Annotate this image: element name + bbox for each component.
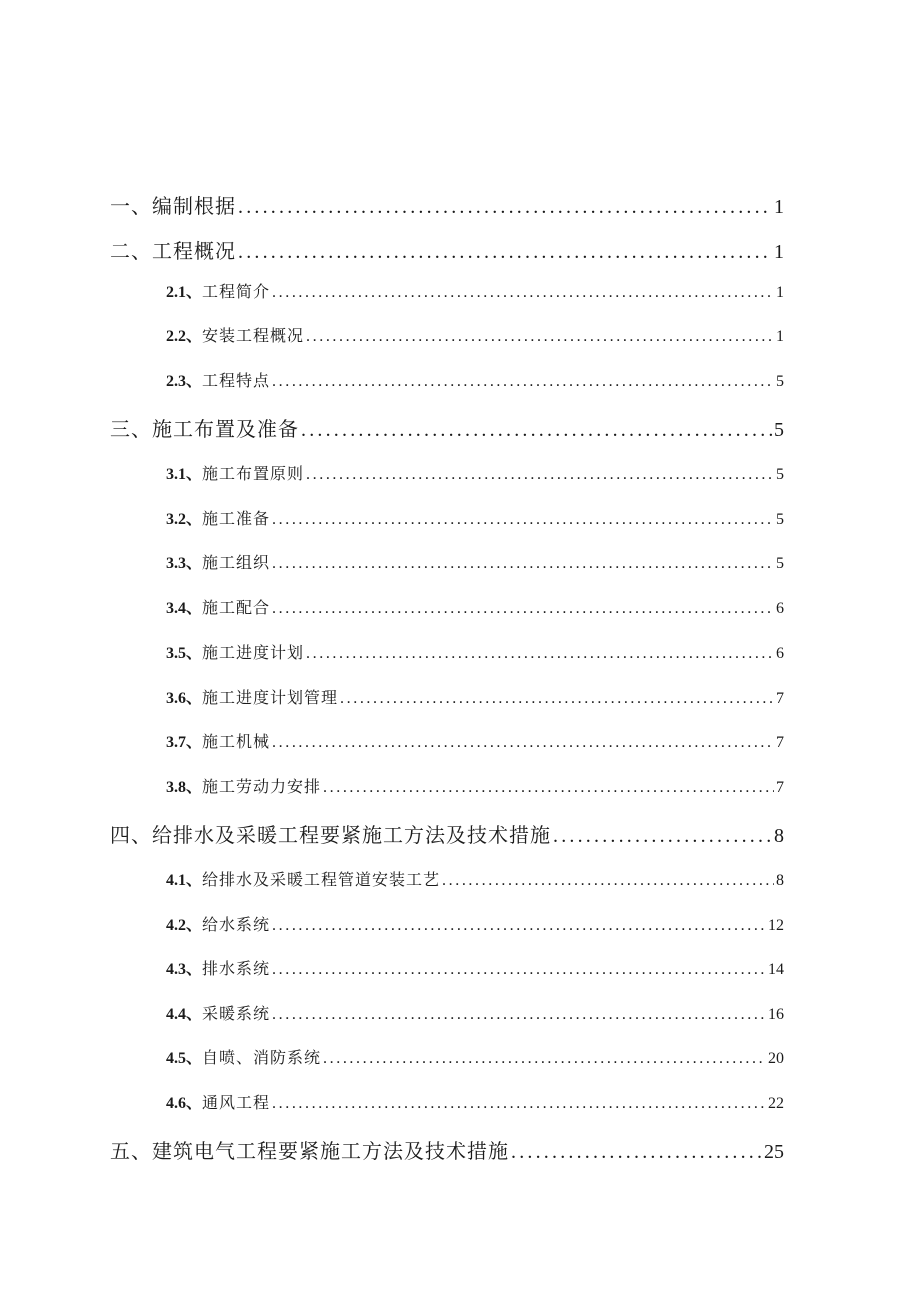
toc-title: 施工配合 <box>202 598 271 617</box>
toc-title: 排水系统 <box>202 959 271 978</box>
toc-entry-3-6[interactable] <box>166 685 784 708</box>
toc-entry-3-3[interactable] <box>166 550 784 573</box>
toc-title: 安装工程概况 <box>202 326 305 345</box>
toc-page-number: 8 <box>776 872 784 889</box>
toc-leader-dots <box>306 328 774 346</box>
toc-leader-dots <box>306 466 774 484</box>
toc-title: 施工进度计划管理 <box>202 688 339 707</box>
toc-title: 三、施工布置及准备 <box>110 417 299 441</box>
toc-entry-4-5[interactable] <box>166 1045 784 1068</box>
toc-title: 施工组织 <box>202 553 271 572</box>
toc-section-number: 4.2、 <box>166 917 203 934</box>
toc-title: 二、工程概况 <box>110 239 236 263</box>
toc-page-number: 5 <box>776 373 784 390</box>
toc-entry-2-3[interactable] <box>166 368 784 391</box>
toc-title: 施工机械 <box>202 732 271 751</box>
toc-section-number: 3.7、 <box>166 734 203 751</box>
toc-entry-3[interactable] <box>110 413 784 442</box>
toc-page-number: 7 <box>776 779 784 796</box>
toc-page-number: 1 <box>776 284 784 301</box>
toc-entry-4-6[interactable] <box>166 1090 784 1113</box>
toc-entry-2-1[interactable] <box>166 279 784 302</box>
toc-leader-dots <box>272 284 774 302</box>
toc-page-number: 5 <box>776 466 784 483</box>
toc-section-number: 3.8、 <box>166 779 203 796</box>
toc-page-number: 16 <box>768 1006 784 1023</box>
toc-entry-3-7[interactable] <box>166 729 784 752</box>
toc-title: 自喷、消防系统 <box>202 1048 322 1067</box>
toc-entry-4-3[interactable] <box>166 956 784 979</box>
toc-title: 施工劳动力安排 <box>202 777 322 796</box>
toc-leader-dots <box>272 373 774 391</box>
toc-leader-dots <box>323 1050 766 1068</box>
toc-entry-3-4[interactable] <box>166 595 784 618</box>
toc-entry-4[interactable] <box>110 819 784 848</box>
toc-leader-dots <box>272 961 766 979</box>
toc-section-number: 4.4、 <box>166 1006 203 1023</box>
toc-leader-dots <box>272 511 774 529</box>
toc-page-number: 22 <box>768 1095 784 1112</box>
toc-entry-3-2[interactable] <box>166 506 784 529</box>
toc-title: 施工进度计划 <box>202 643 305 662</box>
toc-leader-dots <box>238 241 772 264</box>
toc-leader-dots <box>272 555 774 573</box>
toc-entry-2-2[interactable] <box>166 323 784 346</box>
toc-page-number: 12 <box>768 917 784 934</box>
toc-page-number: 14 <box>768 961 784 978</box>
toc-title: 工程简介 <box>202 282 271 301</box>
toc-page-number: 5 <box>776 555 784 572</box>
toc-title: 通风工程 <box>202 1093 271 1112</box>
toc-section-number: 3.4、 <box>166 600 203 617</box>
toc-title: 施工准备 <box>202 509 271 528</box>
toc-page-number: 20 <box>768 1050 784 1067</box>
toc-leader-dots <box>272 1095 766 1113</box>
toc-leader-dots <box>511 1141 762 1164</box>
toc-section-number: 3.3、 <box>166 555 203 572</box>
toc-entry-4-4[interactable] <box>166 1001 784 1024</box>
toc-entry-3-8[interactable] <box>166 774 784 797</box>
toc-leader-dots <box>272 1006 766 1024</box>
toc-section-number: 3.6、 <box>166 690 203 707</box>
toc-page-number: 6 <box>776 645 784 662</box>
toc-page-number: 8 <box>774 825 784 847</box>
toc-leader-dots <box>238 196 772 219</box>
toc-section-number: 2.2、 <box>166 328 203 345</box>
toc-title: 一、编制根据 <box>110 194 236 218</box>
toc-page-number: 7 <box>776 734 784 751</box>
toc-title: 给水系统 <box>202 915 271 934</box>
toc-section-number: 3.1、 <box>166 466 203 483</box>
toc-leader-dots <box>323 779 774 797</box>
toc-page-number: 1 <box>776 328 784 345</box>
toc-title: 给排水及采暖工程管道安装工艺 <box>202 870 441 889</box>
toc-entry-2[interactable] <box>110 235 784 264</box>
toc-section-number: 4.3、 <box>166 961 203 978</box>
toc-leader-dots <box>301 419 772 442</box>
toc-title: 四、给排水及采暖工程要紧施工方法及技术措施 <box>110 823 551 847</box>
toc-entry-3-5[interactable] <box>166 640 784 663</box>
toc-section-number: 4.6、 <box>166 1095 203 1112</box>
toc-page-number: 1 <box>774 241 784 263</box>
toc-leader-dots <box>442 872 774 890</box>
toc-section-number: 3.2、 <box>166 511 203 528</box>
toc-section-number: 4.5、 <box>166 1050 203 1067</box>
toc-entry-1[interactable] <box>110 190 784 219</box>
toc-leader-dots <box>306 645 774 663</box>
toc-title: 工程特点 <box>202 371 271 390</box>
toc-leader-dots <box>272 917 766 935</box>
toc-title: 施工布置原则 <box>202 464 305 483</box>
toc-entry-4-1[interactable] <box>166 867 784 890</box>
toc-title: 五、建筑电气工程要紧施工方法及技术措施 <box>110 1139 509 1163</box>
toc-page-number: 1 <box>774 196 784 218</box>
toc-page-number: 7 <box>776 690 784 707</box>
toc-title: 采暖系统 <box>202 1004 271 1023</box>
toc-page-number: 25 <box>764 1141 784 1163</box>
toc-section-number: 4.1、 <box>166 872 203 889</box>
toc-entry-3-1[interactable] <box>166 461 784 484</box>
toc-section-number: 2.1、 <box>166 284 203 301</box>
toc-leader-dots <box>553 825 772 848</box>
toc-leader-dots <box>272 734 774 752</box>
toc-section-number: 2.3、 <box>166 373 203 390</box>
toc-page-number: 5 <box>774 419 784 441</box>
toc-section-number: 3.5、 <box>166 645 203 662</box>
toc-entry-4-2[interactable] <box>166 912 784 935</box>
toc-page-number: 6 <box>776 600 784 617</box>
toc-leader-dots <box>272 600 774 618</box>
toc-entry-5[interactable] <box>110 1135 784 1164</box>
toc-leader-dots <box>340 690 774 708</box>
toc-page-number: 5 <box>776 511 784 528</box>
